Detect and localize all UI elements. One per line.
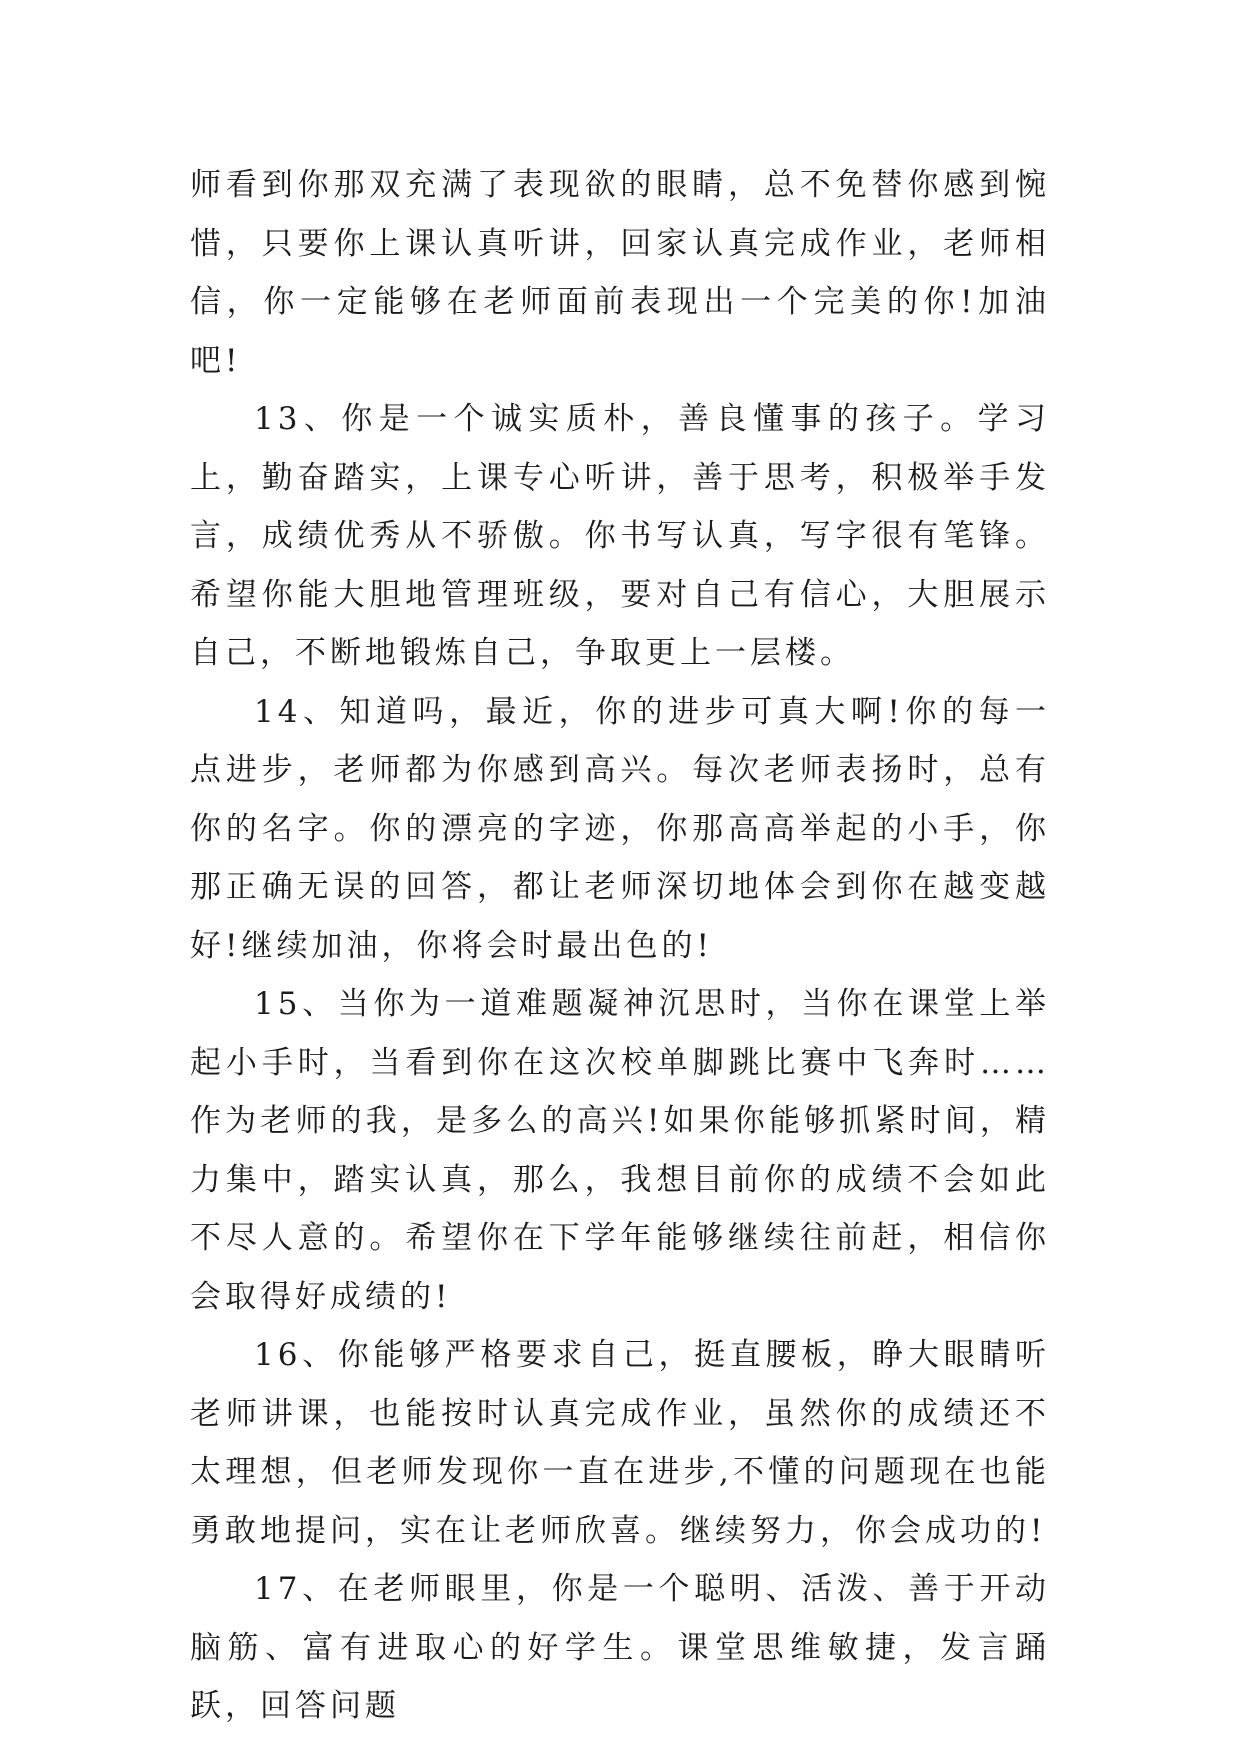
paragraph-continuation: 师看到你那双充满了表现欲的眼睛，总不免替你感到惋惜，只要你上课认真听讲，回家认真完成作业，老师相信，你一定能够在老师面前表现出一个完美的你!加油吧! (190, 167, 1050, 379)
paragraph-comment-16: 16、你能够严格要求自己，挺直腰板，睁大眼睛听老师讲课，也能按时认真完成作业，虽然你的成绩还不太理想，但老师发现你一直在进步,不懂的问题现在也能勇敢地提问，实在让老师欣喜。继续努力，你会成功的! (190, 1337, 1050, 1549)
paragraph-comment-13: 13、你是一个诚实质朴，善良懂事的孩子。学习上，勤奋踏实，上课专心听讲，善于思考，积极举手发言，成绩优秀从不骄傲。你书写认真，写字很有笔锋。希望你能大胆地管理班级，要对自己有信心，大胆展示自己，不断地锻炼自己，争取更上一层楼。 (190, 401, 1050, 671)
document-page (190, 156, 1050, 1736)
paragraph-comment-17: 17、在老师眼里，你是一个聪明、活泼、善于开动脑筋、富有进取心的好学生。课堂思维敏捷，发言踊跃，回答问题 (190, 1571, 1050, 1724)
paragraph-comment-15: 15、当你为一道难题凝神沉思时，当你在课堂上举起小手时，当看到你在这次校单脚跳比赛中飞奔时……作为老师的我，是多么的高兴!如果你能够抓紧时间，精力集中，踏实认真，那么，我想目前你的成绩不会如此不尽人意的。希望你在下学年能够继续往前赶，相信你会取得好成绩的! (190, 986, 1050, 1315)
paragraph-comment-14: 14、知道吗，最近，你的进步可真大啊!你的每一点进步，老师都为你感到高兴。每次老师表扬时，总有你的名字。你的漂亮的字迹，你那高高举起的小手，你那正确无误的回答，都让老师深切地体会到你在越变越好!继续加油，你将会时最出色的! (190, 693, 1050, 964)
